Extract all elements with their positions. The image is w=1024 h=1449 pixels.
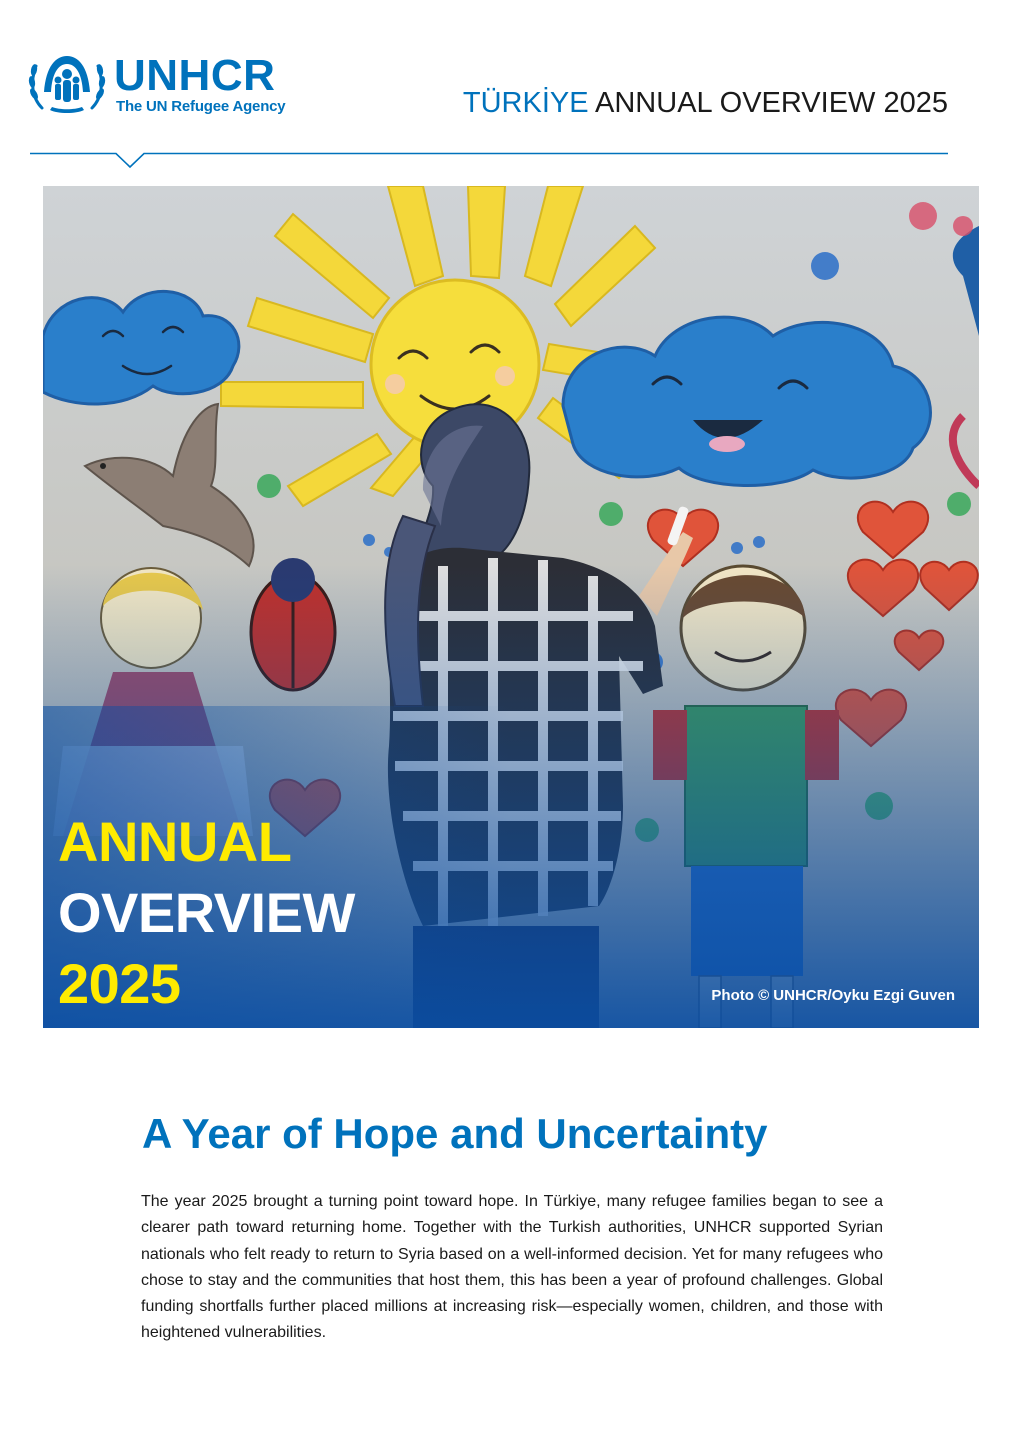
header-divider: [30, 152, 948, 170]
report-title-rest: ANNUAL OVERVIEW 2025: [588, 87, 948, 119]
hero-heading: [58, 806, 355, 1019]
hero-heading-line-3: 2025: [58, 952, 181, 1015]
report-title: [463, 86, 948, 120]
report-title-country: TÜRKİYE: [462, 87, 589, 119]
logo-tagline: The UN Refugee Agency: [116, 98, 286, 115]
unhcr-logo: [28, 50, 318, 120]
logo-wordmark: UNHCR: [114, 51, 276, 100]
section-body: The year 2025 brought a turning point toward hope. In Türkiye, many refugee families began to see a clearer path toward returning home. Together with the Turkish authorities, UNHCR supported Syrian nationals who felt ready to return to Syria based on a well-informed decision. Yet for many refugees who chose to stay and the communities that host them, this has been a year of profound challenges. Global funding shortfalls further placed millions at increasing risk—especially women, children, and those with heightened vulnerabilities.: [141, 1193, 883, 1342]
photo-credit: Photo © UNHCR/Oyku Ezgi Guven: [711, 987, 955, 1004]
hero-photo: [43, 186, 979, 1028]
unhcr-emblem-icon: [28, 50, 106, 116]
hero-heading-line-1: ANNUAL: [58, 810, 292, 873]
hero-heading-line-2: OVERVIEW: [58, 881, 355, 944]
section-title: A Year of Hope and Uncertainty: [142, 1110, 768, 1157]
